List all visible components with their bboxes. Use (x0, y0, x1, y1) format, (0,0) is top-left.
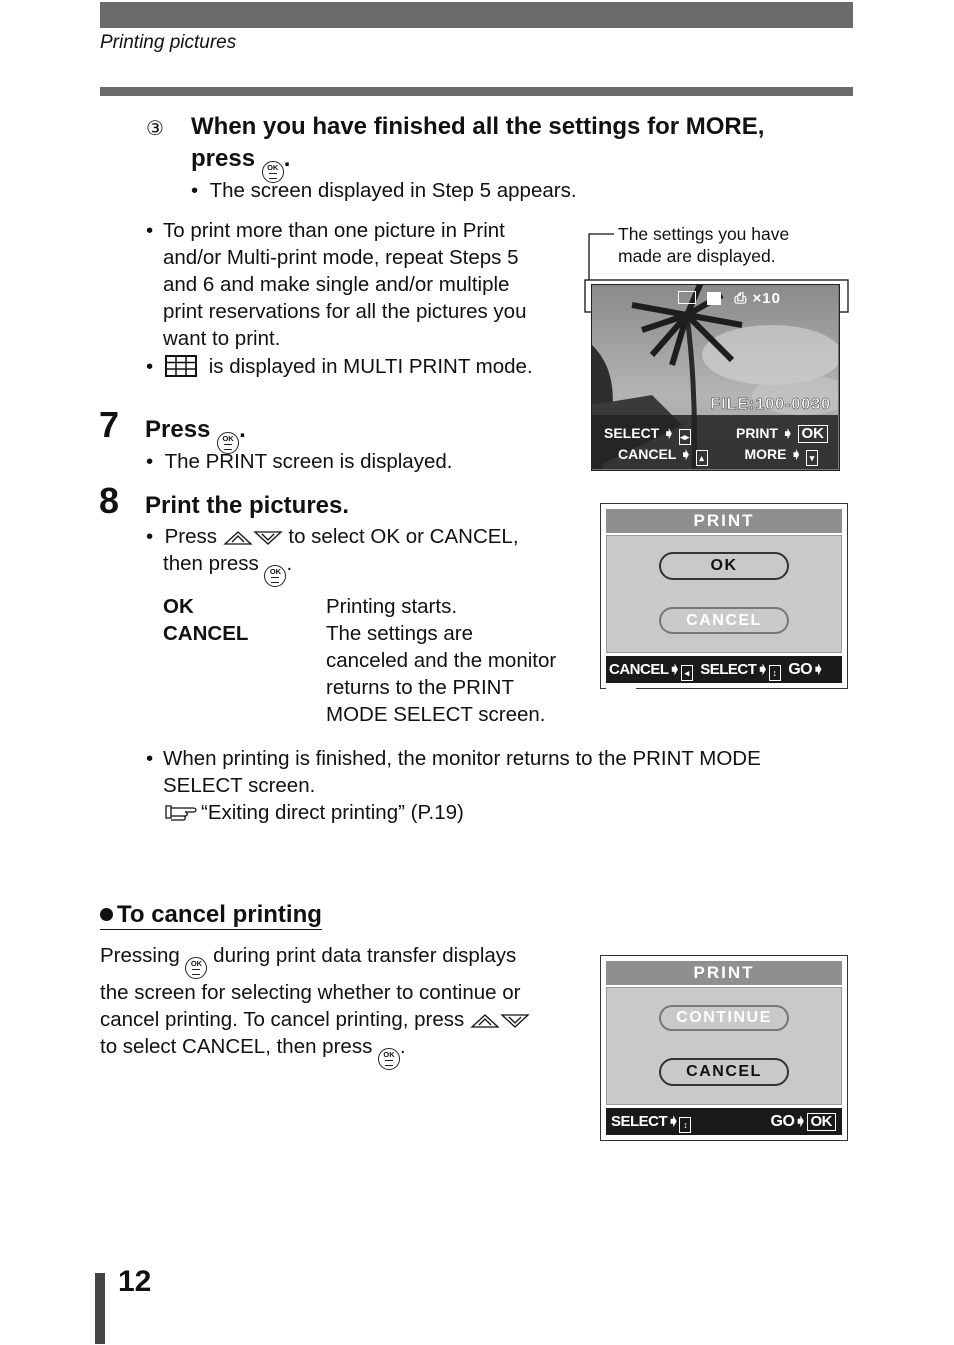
nav-go-label: GO (770, 1113, 795, 1130)
arrow-right-icon: ➧ (668, 661, 681, 678)
step3-title-line2: press OK . (191, 145, 290, 183)
left-button-icon: ◂ (681, 665, 693, 681)
step7-title-text: Press (145, 416, 211, 443)
header-bar-top (100, 2, 853, 28)
step8-bullet-cont: then press OK . (163, 550, 292, 587)
cancel-heading-text: To cancel printing (117, 901, 322, 928)
arrow-right-icon: ➧ (667, 1113, 680, 1130)
notes-line: and/or Multi-print mode, repeat Steps 5 (163, 246, 519, 269)
step8-number: 8 (99, 480, 120, 521)
cancel-heading (100, 901, 322, 930)
ok-button-icon: OK (262, 161, 284, 183)
desc-line: The settings are (326, 622, 473, 645)
arrow-right-icon: ➧ (781, 425, 794, 441)
ok-button-icon: OK (378, 1048, 400, 1070)
camera-screen-playback (591, 284, 840, 471)
step3-bullet-text: The screen displayed in Step 5 appears. (209, 179, 577, 202)
callout-text (618, 223, 789, 267)
bullet-dot: • (146, 219, 154, 242)
arrow-right-icon: ➧ (663, 425, 675, 441)
multi-print-grid-icon (165, 355, 197, 377)
step8-bullet-press: Press (164, 525, 217, 548)
ok-button-icon: OK (217, 432, 239, 454)
down-button-icon: ▾ (806, 450, 818, 466)
finish-bullet (163, 745, 761, 826)
step3-title-line1: When you have finished all the settings for MORE, (191, 113, 765, 140)
up-down-button-icon: ↕ (679, 1117, 691, 1133)
ok-button-icon: OK (264, 565, 286, 587)
callout-line: made are displayed. (618, 246, 776, 266)
step7-bullet: • The PRINT screen is displayed. (146, 450, 453, 473)
up-down-button-icon: ↕ (769, 665, 781, 681)
print-frame-icon (707, 292, 721, 305)
up-down-arrow-buttons-icon (223, 530, 283, 546)
cancel-option[interactable]: CANCEL (659, 1058, 789, 1086)
print-reserve-icon: ⎙ (734, 290, 748, 307)
notes-bullet2-text: is displayed in MULTI PRINT mode. (208, 355, 533, 378)
ok-option[interactable]: OK (659, 552, 789, 580)
notes-bullet1 (163, 217, 526, 352)
arrow-right-icon: ➧ (756, 661, 769, 678)
arrow-right-icon: ➧ (679, 446, 692, 462)
desc-cancel (326, 620, 556, 728)
up-down-arrow-buttons-icon (470, 1013, 530, 1029)
screen2-title: PRINT (606, 509, 842, 533)
step3-bullet: • The screen displayed in Step 5 appears. (191, 179, 577, 202)
up-button-icon: ▴ (696, 450, 708, 466)
nav-select-label: SELECT (604, 425, 660, 441)
desc-line: MODE SELECT screen. (326, 703, 546, 726)
reference-hand-icon (163, 802, 201, 822)
left-right-button-icon: ◂▸ (679, 429, 691, 445)
cancel-paragraph: Pressing OK during print data transfer displays the screen for selecting whether to continue or cancel printing. To cancel printing, press to select CANCEL, then press OK . (100, 942, 580, 1070)
screen2-nav (606, 656, 842, 705)
cancel-text: Pressing (100, 944, 180, 967)
nav-go-label: GO (788, 661, 813, 678)
callout-line: The settings you have (618, 224, 790, 244)
bullet-dot: • (146, 355, 154, 378)
quality-icon (678, 291, 696, 304)
step7-title: Press OK . (145, 416, 246, 454)
bullet-dot: • (146, 747, 154, 770)
cancel-text: the screen for selecting whether to continue or (100, 981, 521, 1004)
file-number: FILE:100-0030 (710, 396, 831, 413)
step7-number: 7 (99, 404, 120, 445)
running-header: Printing pictures (100, 32, 237, 53)
camera-screen-cancel-print (600, 955, 848, 1141)
page-margin-bar (95, 1273, 105, 1344)
screen1-status-row (678, 290, 781, 307)
print-count: ×10 (752, 290, 781, 307)
notes-bullet2 (165, 353, 533, 380)
cancel-text: cancel printing. To cancel printing, press (100, 1008, 465, 1031)
step3-title-press: press (191, 145, 256, 172)
term-ok: OK (163, 595, 194, 618)
notes-line: and 6 and make single and/or multiple (163, 273, 510, 296)
nav-cancel-label: CANCEL (609, 661, 669, 678)
nav-print-label: PRINT (735, 425, 778, 441)
camera-screen-print-confirm (600, 503, 848, 705)
nav-more-label: MORE (744, 446, 787, 462)
step8-bullet: • Press to select OK or CANCEL, (146, 525, 519, 548)
finish-line: SELECT screen. (163, 774, 316, 797)
step8-bullet-then: then press (163, 552, 259, 575)
desc-ok: Printing starts. (326, 595, 458, 618)
term-cancel: CANCEL (163, 622, 249, 645)
notes-line: To print more than one picture in Print (163, 219, 505, 242)
cancel-text: to select CANCEL, then press (100, 1035, 373, 1058)
cancel-text: during print data transfer displays (213, 944, 517, 967)
ok-button-icon: OK (185, 957, 207, 979)
arrow-right-icon: ➧ (812, 661, 825, 678)
notes-line: want to print. (163, 327, 281, 350)
nav-select-label: SELECT (611, 1113, 668, 1130)
screen3-nav (606, 1108, 842, 1135)
ok-key-label: OK (798, 425, 829, 443)
finish-ref (163, 799, 761, 826)
header-bar-bottom (100, 87, 853, 96)
finish-line: When printing is finished, the monitor returns to the PRINT MODE (163, 747, 761, 770)
arrow-right-icon: ➧ (790, 446, 803, 462)
screen1-nav (604, 423, 830, 465)
ok-key-label: OK (606, 688, 636, 706)
finish-ref-text: “Exiting direct printing” (P.19) (201, 801, 464, 824)
ok-key-label: OK (807, 1113, 837, 1131)
nav-select-label: SELECT (700, 661, 757, 678)
step3-marker: ③ (146, 118, 164, 140)
nav-cancel-label: CANCEL (618, 446, 677, 462)
step8-title: Print the pictures. (145, 492, 350, 519)
desc-line: canceled and the monitor (326, 649, 557, 672)
continue-option[interactable]: CONTINUE (659, 1005, 789, 1031)
notes-line: print reservations for all the pictures you (163, 300, 527, 323)
step7-bullet-text: The PRINT screen is displayed. (164, 450, 453, 473)
bullet-dot-icon (100, 908, 113, 921)
cancel-option[interactable]: CANCEL (659, 607, 789, 634)
arrow-right-icon: ➧ (794, 1113, 807, 1130)
step8-bullet-select: to select OK or CANCEL, (288, 525, 519, 548)
screen3-title: PRINT (606, 961, 842, 985)
page-number: 12 (118, 1265, 152, 1298)
desc-line: returns to the PRINT (326, 676, 514, 699)
